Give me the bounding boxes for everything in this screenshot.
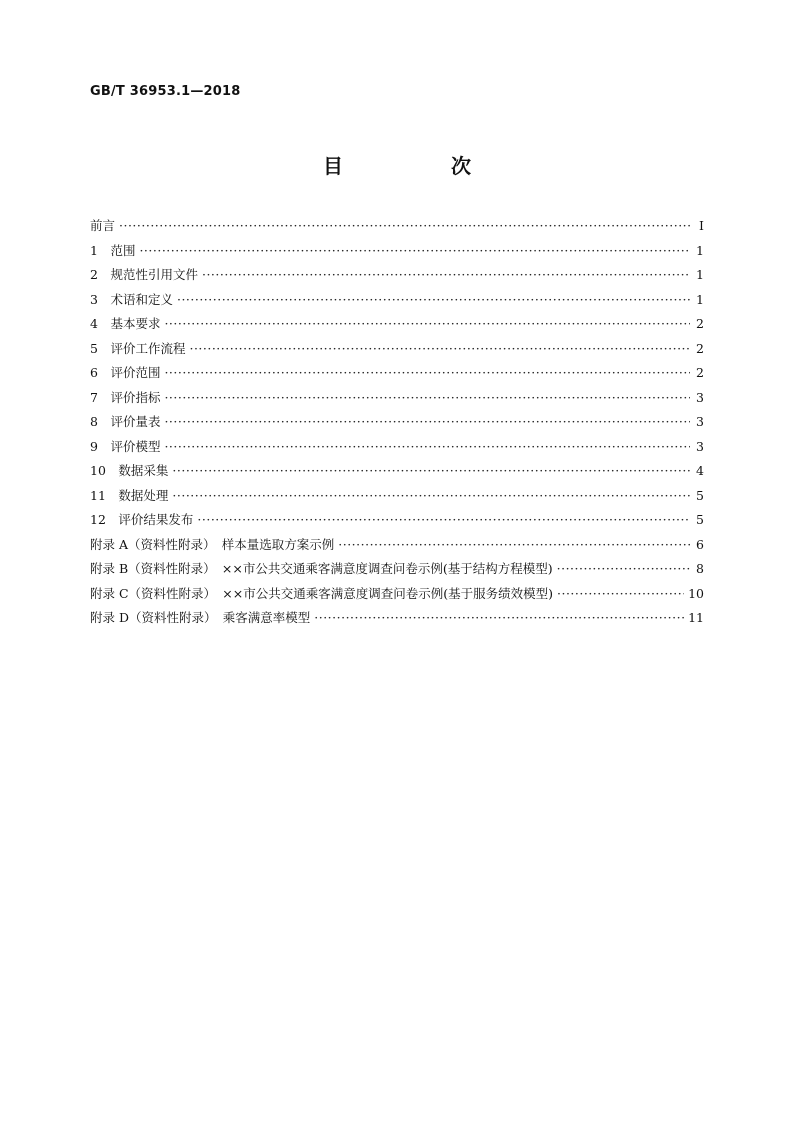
toc-entry-page: 5 [696,512,704,527]
toc-entry-indicators[interactable] [90,388,704,413]
toc-entry-label: 5 评价工作流程 [90,340,186,356]
toc-entry-evaluation-scope[interactable] [90,363,704,388]
toc-leader-dots [119,218,690,233]
toc-entry-scope[interactable] [90,241,704,266]
toc-entry-appendix-a[interactable] [90,535,704,560]
toc-entry-label: 1 范围 [90,242,136,258]
table-of-contents [90,216,704,633]
page-title: 目 次 [323,154,515,178]
toc-entry-page: 2 [696,340,704,356]
toc-entry-terms[interactable] [90,290,704,315]
toc-entry-label: 附录 A（资料性附录） 样本量选取方案示例 [90,536,335,552]
toc-leader-dots [172,488,690,503]
toc-entry-page: 2 [696,316,704,331]
toc-entry-label: 2 规范性引用文件 [90,267,198,282]
toc-entry-label: 3 术语和定义 [90,291,173,307]
toc-entry-page: 3 [696,438,704,454]
toc-entry-foreword[interactable] [90,216,704,241]
toc-entry-page: 1 [696,242,704,258]
toc-entry-page: 5 [696,487,704,503]
toc-entry-label: 9 评价模型 [90,438,161,454]
toc-entry-label: 附录 B（资料性附录） ××市公共交通乘客满意度调查问卷示例(基于结构方程模型) [90,561,553,576]
toc-entry-label: 7 评价指标 [90,389,161,405]
toc-entry-page: 3 [696,414,704,429]
toc-entry-label: 11 数据处理 [90,487,169,503]
toc-entry-workflow[interactable] [90,339,704,364]
toc-entry-page: 2 [696,365,704,380]
toc-entry-label: 10 数据采集 [90,463,169,478]
toc-entry-label: 前言 [90,218,116,233]
toc-leader-dots [189,341,690,356]
toc-leader-dots [557,586,684,601]
toc-entry-page: 4 [696,463,704,478]
toc-entry-page: 11 [688,610,704,625]
toc-entry-scale[interactable] [90,412,704,437]
toc-leader-dots [557,561,690,576]
toc-entry-page: 1 [696,291,704,307]
toc-entry-appendix-b[interactable] [90,559,704,584]
toc-entry-label: 附录 C（资料性附录） ××市公共交通乘客满意度调查问卷示例(基于服务绩效模型) [90,585,553,601]
toc-leader-dots [314,610,684,625]
toc-leader-dots [338,537,690,552]
toc-entry-appendix-d[interactable] [90,608,704,633]
toc-entry-label: 6 评价范围 [90,365,161,380]
toc-entry-basic-requirements[interactable] [90,314,704,339]
toc-entry-label: 4 基本要求 [90,316,161,331]
toc-leader-dots [177,292,690,307]
toc-leader-dots [139,243,690,258]
toc-entry-label: 8 评价量表 [90,414,161,429]
toc-leader-dots [202,267,690,282]
toc-leader-dots [164,316,690,331]
toc-entry-data-processing[interactable] [90,486,704,511]
toc-leader-dots [164,414,690,429]
toc-entry-model[interactable] [90,437,704,462]
toc-entry-label: 12 评价结果发布 [90,512,194,527]
toc-entry-label: 附录 D（资料性附录） 乘客满意率模型 [90,610,311,625]
toc-entry-normative-references[interactable] [90,265,704,290]
toc-entry-page: 10 [688,585,704,601]
toc-leader-dots [197,512,690,527]
toc-entry-page: 3 [696,389,704,405]
toc-entry-page: 1 [696,267,704,282]
toc-leader-dots [164,365,690,380]
toc-entry-page: 6 [696,536,704,552]
toc-entry-result-release[interactable] [90,510,704,535]
toc-leader-dots [164,439,690,454]
toc-entry-data-collection[interactable] [90,461,704,486]
toc-leader-dots [172,463,690,478]
toc-entry-appendix-c[interactable] [90,584,704,609]
toc-leader-dots [164,390,690,405]
toc-entry-page: Ⅰ [699,218,704,233]
standard-code: GB/T 36953.1—2018 [90,84,241,99]
toc-entry-page: 8 [696,561,704,576]
